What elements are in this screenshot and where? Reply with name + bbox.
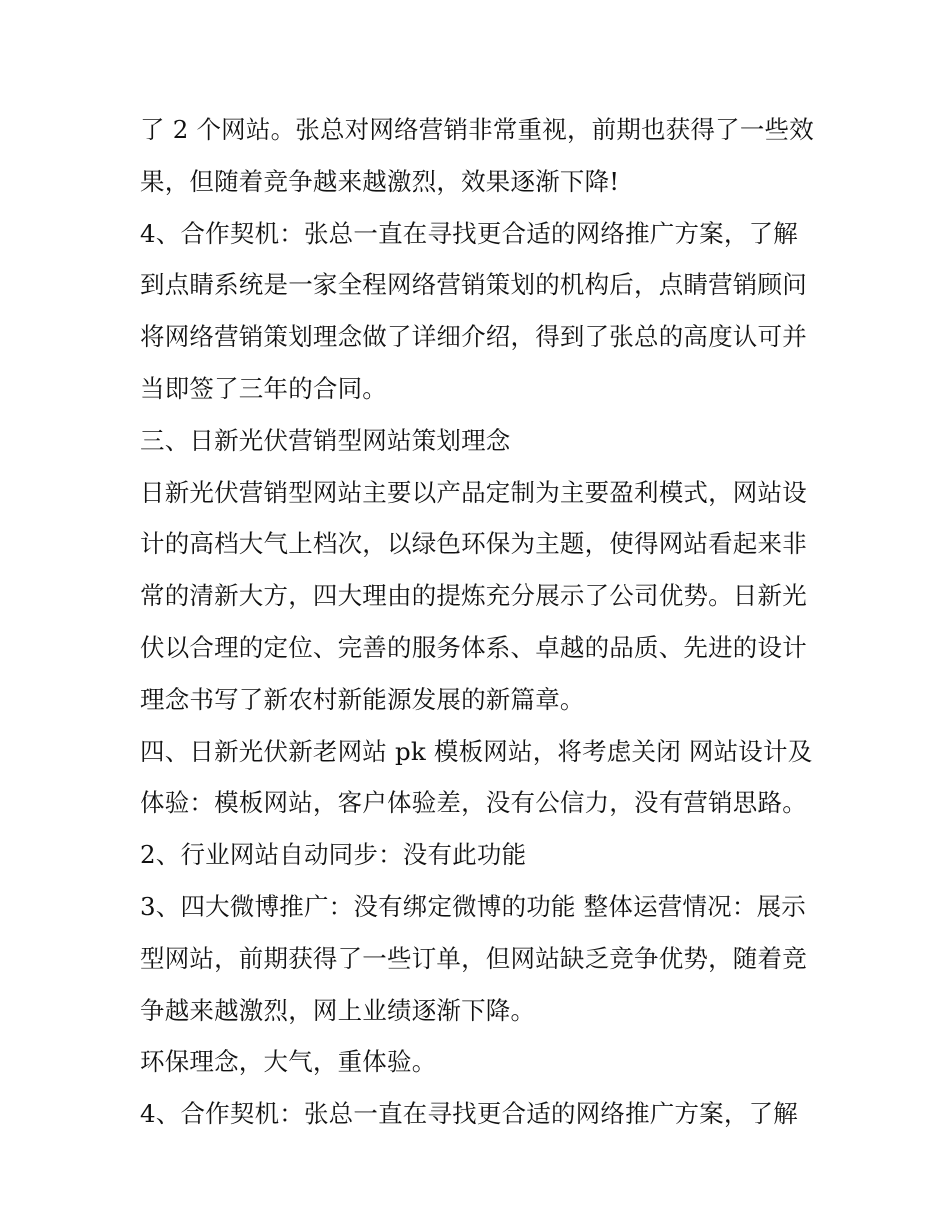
text-line: 果，但随着竞争越来越激烈，效果逐渐下降! (140, 166, 620, 196)
text-line: 当即签了三年的合同。 (140, 373, 387, 403)
text-line: 理念书写了新农村新能源发展的新篇章。 (140, 684, 585, 714)
text-line: 4、合作契机：张总一直在寻找更合适的网络推广方案，了解 (140, 1099, 798, 1129)
text-line: 到点睛系统是一家全程网络营销策划的机构后，点睛营销顾问 (140, 270, 807, 300)
text-line: 将网络营销策划理念做了详细介绍，得到了张总的高度认可并 (140, 322, 807, 352)
text-line: 2、行业网站自动同步：没有此功能 (140, 840, 527, 870)
text-line: 型网站，前期获得了一些订单，但网站缺乏竞争优势，随着竞 (140, 943, 807, 973)
section-heading: 四、日新光伏新老网站 pk 模板网站，将考虑关闭 网站设计及 (140, 736, 813, 766)
text-line: 计的高档大气上档次，以绿色环保为主题，使得网站看起来非 (140, 529, 807, 559)
text-line: 伏以合理的定位、完善的服务体系、卓越的品质、先进的设计 (140, 632, 807, 662)
text-line: 常的清新大方，四大理由的提炼充分展示了公司优势。日新光 (140, 581, 807, 611)
text-line: 争越来越激烈，网上业绩逐渐下降。 (140, 995, 536, 1025)
text-line: 环保理念，大气，重体验。 (140, 1047, 437, 1077)
section-heading: 三、日新光伏营销型网站策划理念 (140, 425, 511, 455)
text-line: 4、合作契机：张总一直在寻找更合适的网络推广方案，了解 (140, 218, 798, 248)
text-line: 了 2 个网站。张总对网络营销非常重视，前期也获得了一些效 (140, 115, 814, 144)
document-body (140, 104, 830, 1140)
text-line: 体验：模板网站，客户体验差，没有公信力，没有营销思路。 (140, 788, 807, 818)
text-line: 3、四大微博推广：没有绑定微博的功能 整体运营情况：展示 (140, 891, 806, 921)
text-line: 日新光伏营销型网站主要以产品定制为主要盈利模式，网站设 (140, 477, 807, 507)
